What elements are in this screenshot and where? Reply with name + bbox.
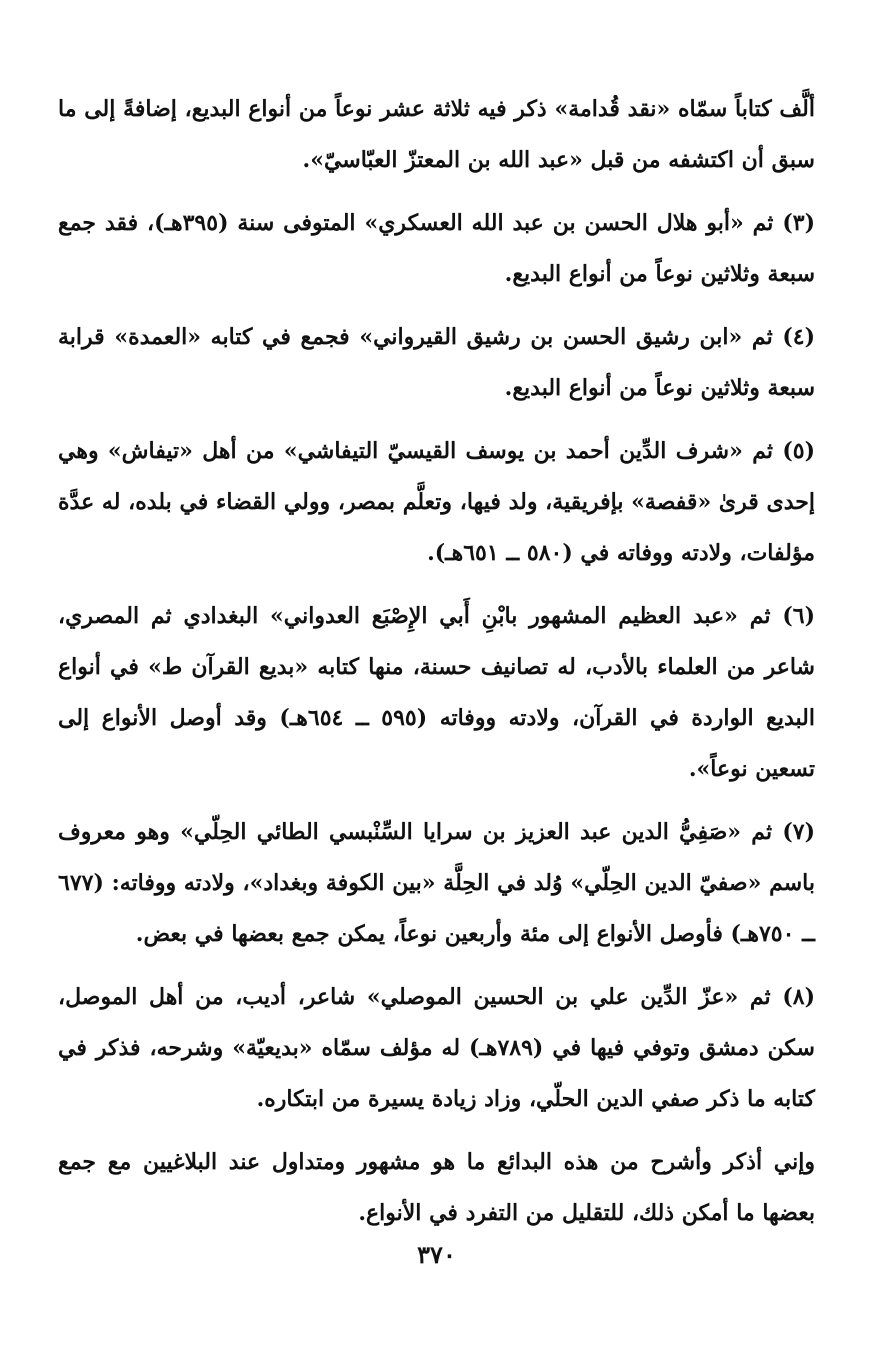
paragraph-item-7: (٧) ثم «صَفِيُّ الدين عبد العزيز بن سرايا السِّنْبسي الطائي الحِلّي» وهو معروف باسم «صفيّ الدين الحِلّي» وُلد في الحِلَّة «بين الكوفة وبغداد»، ولادته ووفاته: (٦٧٧ ــ ٧٥٠هـ) فأوصل الأنواع إلى مئة وأربعين نوعاً، يمكن جمع بعضها في بعض. — [58, 819, 815, 947]
paragraph-conclusion: وإني أذكر وأشرح من هذه البدائع ما هو مشهور ومتداول عند البلاغيين مع جمع بعضها ما أمكن ذلك، للتقليل من التفرد في الأنواع. — [58, 1149, 815, 1226]
paragraph-item-6: (٦) ثم «عبد العظيم المشهور بابْنِ أَبي الإِصْبَع العدواني» البغدادي ثم المصري، شاعر من العلماء بالأدب، له تصانيف حسنة، منها كتابه «بديع القرآن ط» في أنواع البديع الواردة في القرآن، ولادته ووفاته (٥٩٥ ــ ٦٥٤هـ) وقد أوصل الأنواع إلى تسعين نوعاً». — [58, 603, 815, 782]
paragraph-item-3: (٣) ثم «أبو هلال الحسن بن عبد الله العسكري» المتوفى سنة (٣٩٥هـ)، فقد جمع سبعة وثلاثين نوعاً من أنواع البديع. — [58, 210, 815, 287]
paragraph-item-5: (٥) ثم «شرف الدِّين أحمد بن يوسف القيسيّ التيفاشي» من أهل «تيفاش» وهي إحدى قرىٰ «قفصة» بإفريقية، ولد فيها، وتعلَّم بمصر، وولي القضاء في بلده، له عدَّة مؤلفات، ولادته ووفاته في (٥٨٠ ــ ٦٥١هـ). — [58, 438, 815, 566]
page-number: ٣٧٠ — [417, 1240, 456, 1269]
page-body — [58, 84, 815, 1239]
paragraph-item-8: (٨) ثم «عزّ الدِّين علي بن الحسين الموصلي» شاعر، أديب، من أهل الموصل، سكن دمشق وتوفي فيها في (٧٨٩هـ) له مؤلف سمّاه «بديعيّة» وشرحه، فذكر في كتابه ما ذكر صفي الدين الحلّي، وزاد زيادة يسيرة من ابتكاره. — [58, 984, 815, 1112]
paragraph-intro: ألَّف كتاباً سمّاه «نقد قُدامة» ذكر فيه ثلاثة عشر نوعاً من أنواع البديع، إضافةً إلى ما سبق أن اكتشفه من قبل «عبد الله بن المعتزّ العبّاسيّ». — [58, 96, 815, 173]
paragraph-item-4: (٤) ثم «ابن رشيق الحسن بن رشيق القيرواني» فجمع في كتابه «العمدة» قرابة سبعة وثلاثين نوعاً من أنواع البديع. — [58, 324, 815, 401]
